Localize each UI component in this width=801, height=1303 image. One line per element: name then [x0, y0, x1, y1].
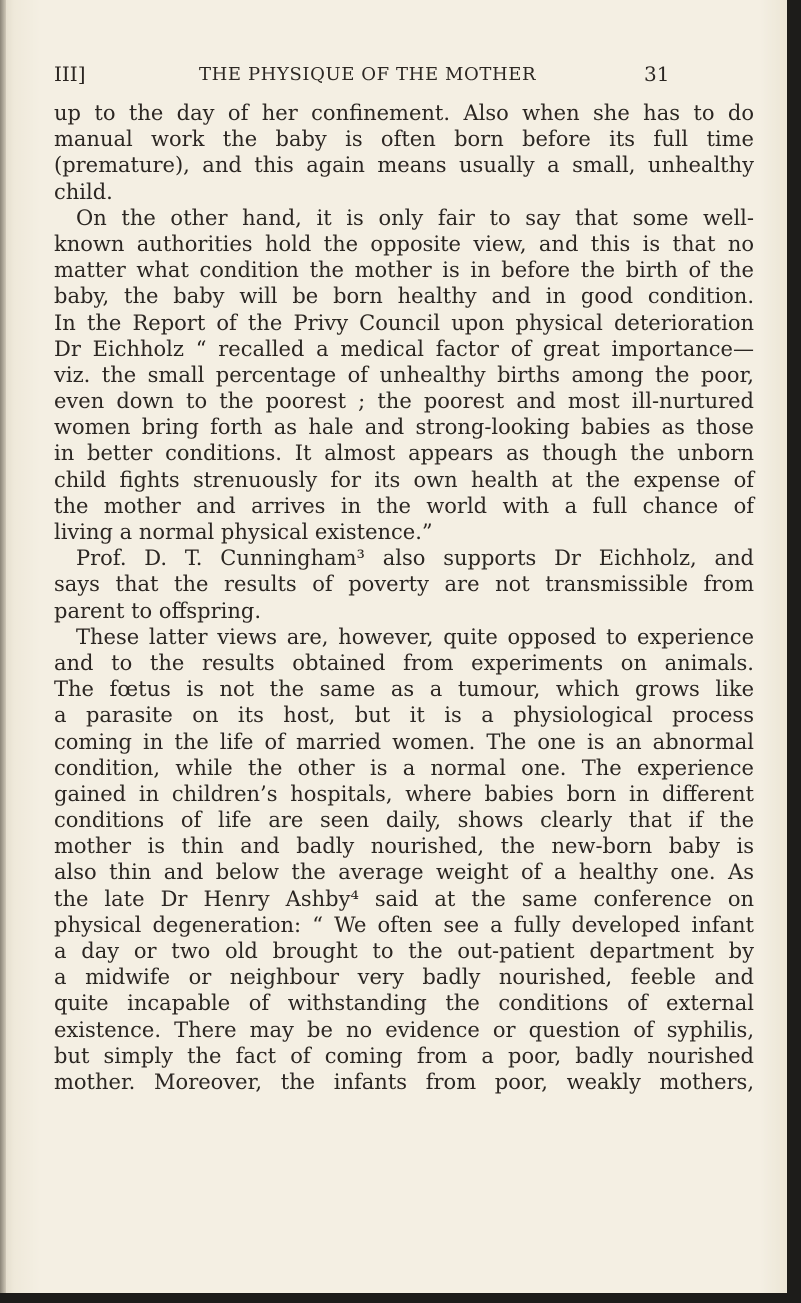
chapter-number: III] — [54, 62, 86, 86]
text-line: (premature), and this again means usually a small, unhealthy — [54, 153, 754, 178]
text-line: In the Report of the Privy Council upon physical deterioration — [54, 310, 754, 335]
text-line: child fights strenuously for its own health at the expense of — [54, 467, 754, 492]
text-line: On the other hand, it is only fair to say that some well- — [76, 205, 754, 230]
text-line: mother. Moreover, the infants from poor, weakly mothers, — [54, 1069, 754, 1094]
page-gutter-shadow — [0, 0, 6, 1303]
text-line: in better conditions. It almost appears as though the unborn — [54, 441, 754, 466]
text-line: conditions of life are seen daily, shows clearly that if the — [54, 808, 754, 833]
text-line: the late Dr Henry Ashby⁴ said at the same conference on — [54, 886, 754, 911]
text-line: baby, the baby will be born healthy and in good condition. — [54, 284, 754, 309]
text-line: living a normal physical existence.” — [54, 520, 433, 544]
text-line: parent to offspring. — [54, 598, 262, 623]
text-line: gained in children’s hospitals, where babies born in different — [54, 781, 754, 806]
text-line: known authorities hold the opposite view, and this is that no — [54, 231, 754, 256]
text-line: and to the results obtained from experiments on animals. — [54, 650, 754, 675]
text-line: the mother and arrives in the world with a full chance of — [54, 493, 754, 518]
text-line: even down to the poorest ; the poorest and most ill-nurtured — [54, 389, 754, 414]
text-line: up to the day of her confinement. Also when she has to do — [54, 101, 754, 125]
text-line: manual work the baby is often born before its full time — [54, 127, 754, 152]
text-line: a midwife or neighbour very badly nourished, feeble and — [54, 965, 754, 990]
text-line: also thin and below the average weight of a healthy one. As — [54, 860, 754, 885]
text-line: matter what condition the mother is in before the birth of the — [54, 258, 754, 283]
text-line: women bring forth as hale and strong-looking babies as those — [54, 415, 754, 440]
text-line: The fœtus is not the same as a tumour, which grows like — [54, 677, 754, 702]
text-line: Dr Eichholz “ recalled a medical factor of great importance— — [54, 336, 754, 361]
text-line: quite incapable of withstanding the conditions of external — [54, 991, 754, 1016]
page-number: 31 — [644, 62, 670, 86]
text-line: a day or two old brought to the out-patient department by — [54, 939, 754, 963]
text-line: coming in the life of married women. The one is an abnormal — [54, 729, 754, 754]
text-line: mother is thin and badly nourished, the new-born baby is — [54, 834, 754, 859]
text-line: physical degeneration: “ We often see a fully developed infant — [54, 912, 754, 937]
text-line: a parasite on its host, but it is a physiological process — [54, 703, 754, 728]
scan-right-border — [787, 0, 801, 1303]
scan-bottom-border — [0, 1293, 801, 1303]
text-line: says that the results of poverty are not transmissible from — [54, 572, 754, 597]
running-title: THE PHYSIQUE OF THE MOTHER — [199, 64, 537, 85]
text-line: These latter views are, however, quite opposed to experience — [76, 624, 754, 649]
running-header — [54, 62, 754, 90]
body-text — [54, 100, 754, 1095]
text-line: existence. There may be no evidence or question of syphilis, — [54, 1017, 754, 1042]
text-line: viz. the small percentage of unhealthy births among the poor, — [54, 362, 754, 387]
text-line: but simply the fact of coming from a poor, badly nourished — [54, 1043, 754, 1068]
text-line: child. — [54, 179, 113, 204]
text-line: condition, while the other is a normal one. The experience — [54, 755, 754, 780]
text-line: Prof. D. T. Cunningham³ also supports Dr Eichholz, and — [76, 546, 754, 571]
